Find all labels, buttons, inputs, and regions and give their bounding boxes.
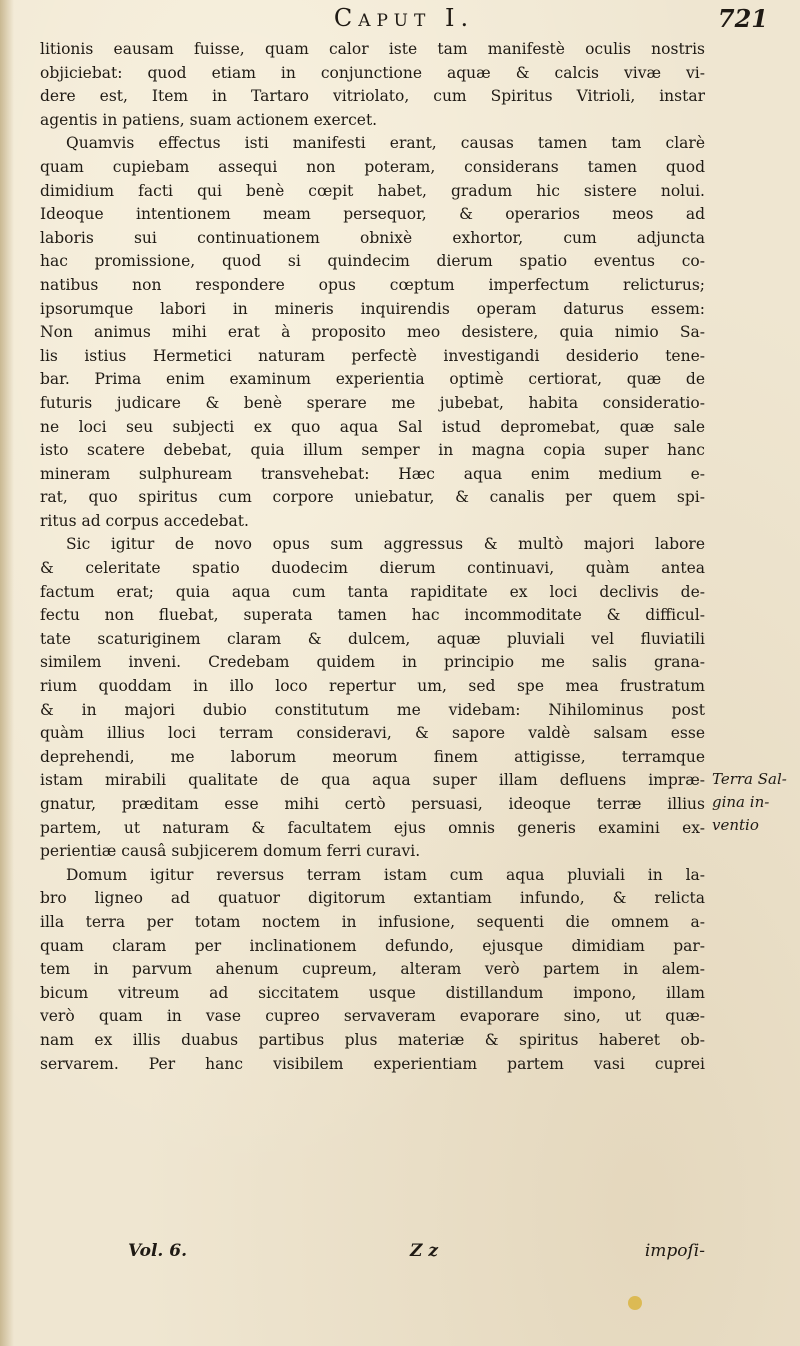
text-line: Domum igitur reversus terram istam cum aqua pluviali in la- bbox=[66, 865, 705, 884]
ink-stain bbox=[628, 1296, 642, 1310]
text-line: partem, ut naturam & facultatem ejus omnis generis examini ex- bbox=[40, 818, 705, 837]
margin-note-line-3: ventio bbox=[712, 816, 759, 834]
text-line: similem inveni. Credebam quidem in principio me salis grana- bbox=[40, 653, 705, 672]
text-line: agentis in patiens, suam actionem exercet. bbox=[40, 110, 378, 129]
text-line: ritus ad corpus accedebat. bbox=[40, 511, 249, 530]
text-line: hac promissione, quod si quindecim dierum spatio eventus co- bbox=[40, 252, 705, 271]
page-gutter-shadow bbox=[0, 0, 14, 1346]
text-line: gnatur, præditam esse mihi certò persuasi, ideoque terræ illius bbox=[40, 795, 705, 813]
text-line: mineram sulphuream transvehebat: Hæc aqua enim medium e- bbox=[40, 464, 705, 483]
text-line: objiciebat: quod etiam in conjunctione aquæ & calcis vivæ vi- bbox=[40, 63, 705, 82]
text-line: bar. Prima enim examinum experientia optimè certiorat, quæ de bbox=[40, 370, 705, 389]
text-line: bro ligneo ad quatuor digitorum extantiam infundo, & relicta bbox=[40, 889, 705, 908]
margin-note-line-2: gina in- bbox=[712, 793, 770, 811]
signature-mark: Z z bbox=[410, 1241, 438, 1261]
text-line: istam mirabili qualitate de qua aqua super illam defluens impræ- bbox=[40, 771, 705, 790]
text-line: dere est, Item in Tartaro vitriolato, cum Spiritus Vitrioli, instar bbox=[40, 87, 705, 106]
text-line: nam ex illis duabus partibus plus materiæ & spiritus haberet ob- bbox=[40, 1030, 705, 1049]
margin-note-line-1: Terra Sal- bbox=[712, 770, 787, 788]
text-line: illa terra per totam noctem in infusione, sequenti die omnem a- bbox=[40, 912, 705, 931]
text-line: laboris sui continuationem obnixè exhortor, cum adjuncta bbox=[40, 228, 705, 247]
text-line: & celeritate spatio duodecim dierum continuavi, quàm antea bbox=[40, 559, 705, 578]
body-text bbox=[40, 38, 705, 1076]
text-line: & in majori dubio constitutum me videbam: Nihilominus post bbox=[40, 700, 705, 719]
text-line: Sic igitur de novo opus sum aggressus & multò majori labore bbox=[66, 535, 705, 554]
text-line: Ideoque intentionem meam persequor, & operarios meos ad bbox=[40, 205, 705, 224]
text-line: ne loci seu subjecti ex quo aqua Sal istud depromebat, quæ sale bbox=[40, 417, 705, 436]
page-number: 721 bbox=[717, 4, 768, 33]
volume-label: Vol. 6. bbox=[128, 1241, 188, 1261]
text-line: quam cupiebam assequi non poteram, considerans tamen quod bbox=[40, 157, 705, 176]
page-header bbox=[40, 4, 768, 34]
text-line: rium quoddam in illo loco repertur um, sed spe mea frustratum bbox=[40, 677, 705, 696]
text-line: perientiæ causâ subjicerem domum ferri curavi. bbox=[40, 842, 421, 861]
text-line: quàm illius loci terram consideravi, & sapore valdè salsam esse bbox=[40, 724, 705, 743]
text-line: litionis eausam fuisse, quam calor iste tam manifestè oculis nostris bbox=[40, 40, 705, 58]
running-head: Caput I. bbox=[333, 4, 475, 32]
text-line: isto scatere debebat, quia illum semper in magna copia super hanc bbox=[40, 441, 705, 460]
text-line: rat, quo spiritus cum corpore uniebatur, & canalis per quem spi- bbox=[40, 488, 705, 507]
text-line: futuris judicare & benè sperare me jubebat, habita consideratio- bbox=[40, 393, 705, 412]
text-line: lis istius Hermetici naturam perfectè investigandi desiderio tene- bbox=[40, 346, 705, 365]
text-line: tem in parvum ahenum cupreum, alteram verò partem in alem- bbox=[40, 960, 705, 979]
text-line: ipsorumque labori in mineris inquirendis operam daturus essem: bbox=[40, 299, 705, 318]
text-line: bicum vitreum ad siccitatem usque distillandum impono, illam bbox=[40, 983, 705, 1002]
page-footer bbox=[40, 1241, 705, 1267]
text-line: quam claram per inclinationem defundo, ejusque dimidiam par- bbox=[40, 936, 705, 955]
text-line: factum erat; quia aqua cum tanta rapiditate ex loci declivis de- bbox=[40, 582, 705, 601]
text-line: Quamvis effectus isti manifesti erant, causas tamen tam clarè bbox=[66, 134, 705, 153]
text-line: dimidium facti qui benè cœpit habet, gradum hic sistere nolui. bbox=[40, 181, 705, 200]
text-line: fectu non fluebat, superata tamen hac incommoditate & difficul- bbox=[40, 606, 705, 625]
text-line: servarem. Per hanc visibilem experientiam partem vasi cuprei bbox=[40, 1054, 705, 1073]
text-line: deprehendi, me laborum meorum finem attigisse, terramque bbox=[40, 747, 705, 766]
text-line: natibus non respondere opus cœptum imperfectum relicturus; bbox=[40, 275, 705, 294]
text-line: Non animus mihi erat à proposito meo desistere, quia nimio Sa- bbox=[40, 323, 705, 342]
catchword: impoſi- bbox=[644, 1241, 705, 1261]
text-line: verò quam in vase cupreo servaveram evaporare sino, ut quæ- bbox=[40, 1007, 705, 1026]
text-line: tate scaturiginem claram & dulcem, aquæ pluviali vel fluviatili bbox=[40, 629, 705, 648]
